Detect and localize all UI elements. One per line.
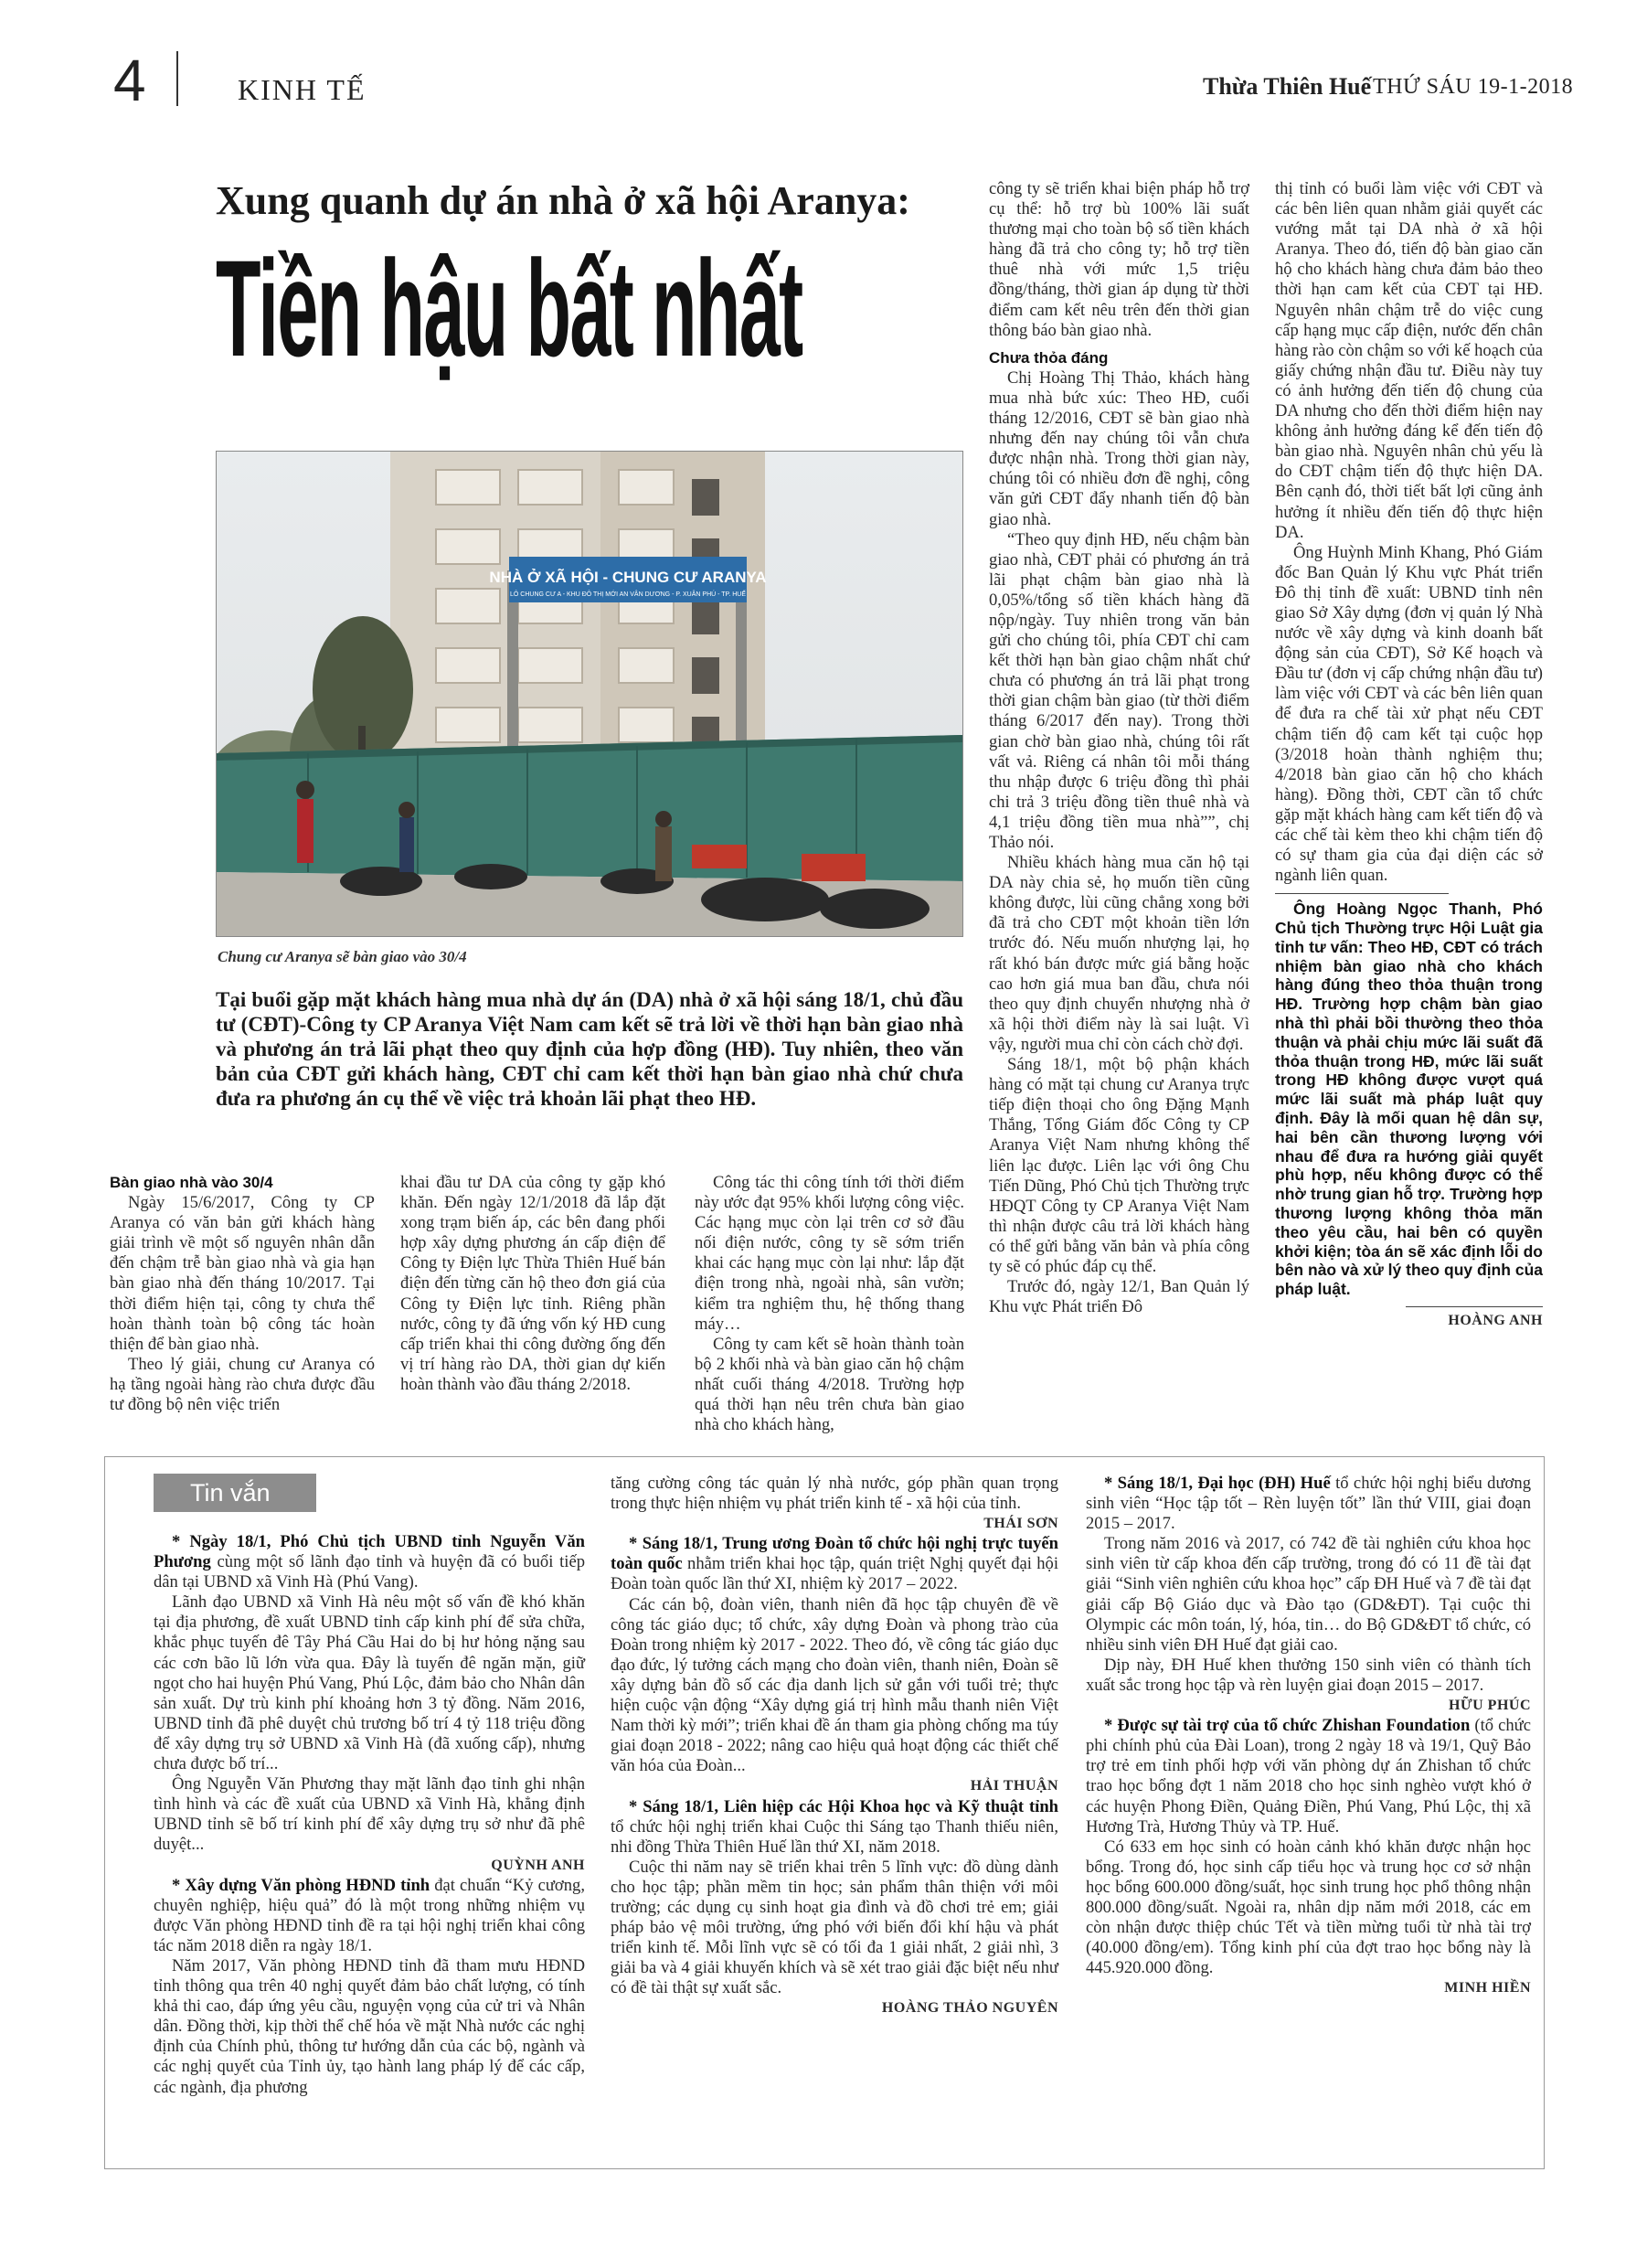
brief-text: (tổ chức phi chính phủ của Đài Loan), trong 2 ngày 18 và 19/1, Quỹ Bảo trợ trẻ em tỉnh phối hợp với văn phòng dự án Zhishan tổ chức trao học bổng đợt 1 năm 2018 cho học sinh nghèo vượt khó ở các huyện Phong Điền, Quảng Điền, Phú Vang, Phú Lộc, thị xã Hương Trà, Hương Thủy và TP. Huế. xyxy=(1086,1716,1531,1837)
brief-paragraph: Lãnh đạo UBND xã Vinh Hà nêu một số vấn đề khó khăn tại địa phương, đề xuất UBND tỉnh cấp kinh phí để sửa chữa, khắc phục tuyến đê Tây Phá Cầu Hai do bị hư hỏng nặng sau các cơn bão lũ lớn vừa qua. Đây là tuyến đê ngăn mặn, giữ ngọt cho hai huyện Phú Vang, Phú Lộc, đảm bảo cho Nhân dân sản xuất. Dự trù kinh phí khoảng hơn 3 tỷ đồng. Năm 2016, UBND tỉnh đã phê duyệt chủ trương bố trí 4 tỷ 118 triệu đồng để xây dựng trụ sở UBND xã Vinh Hà (đã xuống cấp), nhưng chưa được bố trí... xyxy=(154,1592,585,1774)
brief-paragraph: Ông Nguyễn Văn Phương thay mặt lãnh đạo tỉnh ghi nhận tình hình và các đề xuất của UBND xã Vinh Hà, khẳng định UBND tỉnh sẽ bố trí kinh phí để xây dựng trụ sở như đã phê duyệt... xyxy=(154,1774,585,1855)
brief-paragraph: Các cán bộ, đoàn viên, thanh niên đã học tập chuyên đề về công tác giáo dục; tổ chức, xây dựng Đoàn và phong trào của Đoàn trong nhiệm kỳ 2017 - 2022. Theo đó, về công tác giáo dục đạo đức, lý tưởng cách mạng cho đoàn viên, thanh niên, Đoàn sẽ xây dựng bản đồ số các địa danh lịch sử gắn với tuổi trẻ; thực hiện cuộc vận động “Xây dựng giá trị hình mẫu thanh niên Việt Nam thời kỳ mới”; triển khai đề án tham gia phòng chống ma túy giai đoạn 2018 - 2022; nâng cao hiệu quả hoạt động các thiết chế văn hóa của Đoàn... xyxy=(611,1594,1058,1776)
brief-paragraph: Dịp này, ĐH Huế khen thưởng 150 sinh viên có thành tích xuất sắc trong học tập và rèn luyện giai đoạn 2015 – 2017. xyxy=(1086,1655,1531,1695)
divider xyxy=(1275,893,1449,894)
brief-text: đạt chuẩn “Kỷ cương, chuyên nghiệp, hiệu quả” đó là một trong những nhiệm vụ được Văn phòng HĐND tỉnh đề ra tại hội nghị triển khai công tác năm 2018 diễn ra ngày 18/1. xyxy=(154,1875,585,1955)
article-lead: Tại buổi gặp mặt khách hàng mua nhà dự án (DA) nhà ở xã hội sáng 18/1, chủ đầu tư (CĐT)-Công ty CP Aranya Việt Nam cam kết sẽ trả lời về thời hạn bàn giao nhà và phương án trả lãi phạt theo quy định của hợp đồng (HĐ). Tuy nhiên, theo văn bản của CĐT gửi khách hàng, CĐT chỉ cam kết thời hạn bàn giao nhà chứ chưa đưa ra phương án cụ thể về việc trả khoản lãi phạt theo HĐ. xyxy=(216,988,963,1110)
building-photo-svg xyxy=(217,452,962,936)
article-column-4 xyxy=(989,179,1249,1317)
article-column-5 xyxy=(1275,179,1543,1331)
brief-lead: * Sáng 18/1, Liên hiệp các Hội Khoa học và Kỹ thuật tỉnh xyxy=(629,1796,1058,1816)
paragraph: Theo lý giải, chung cư Aranya có hạ tầng ngoài hàng rào chưa được đầu tư đồng bộ nên việc triển xyxy=(110,1354,375,1415)
paragraph: Nhiều khách hàng mua căn hộ tại DA này chia sẻ, họ muốn tiền cũng không được, lùi cũng chẳng xong bởi đã trả cho CĐT một khoản tiền lớn trước đó. Nếu muốn nhượng lại, họ rất khó bán được mức giá bằng hoặc cao hơn giá mua ban đầu, chưa nói theo quy định chuyển nhượng nhà ở xã hội thời điểm này là sai luật. Vì vậy, người mua chỉ còn cách chờ đợi. xyxy=(989,853,1249,1054)
sign-line1: NHÀ Ở XÃ HỘI - CHUNG CƯ ARANYA xyxy=(489,569,767,586)
byline: THÁI SƠN xyxy=(983,1516,1058,1532)
paragraph: Ngày 15/6/2017, Công ty CP Aranya có văn bản gửi khách hàng giải trình về một số nguyên nhân dẫn đến chậm trễ bàn giao nhà và gia hạn bàn giao nhà đến tháng 10/2017. Tại thời điểm hiện tại, công ty chưa thể hoàn thành toàn bộ công tác hoàn thiện để bàn giao nhà. xyxy=(110,1193,375,1354)
paragraph: công ty sẽ triển khai biện pháp hỗ trợ cụ thể: hỗ trợ bù 100% lãi suất thương mại cho toàn bộ số tiền khách hàng đã trả cho công ty; hỗ trợ tiền thuê nhà với mức 1,5 triệu đồng/tháng, thời gian áp dụng từ thời điểm cam kết nêu trên đến thời gian thông báo bàn giao nhà. xyxy=(989,179,1249,340)
paragraph: Chị Hoàng Thị Thảo, khách hàng mua nhà bức xúc: Theo HĐ, cuối tháng 12/2016, CĐT sẽ bàn giao nhà nhưng đến nay chúng tôi vẫn chưa được nhận nhà. Trong thời gian này, chúng tôi có nhiều đơn đề nghị, công văn gửi CĐT đẩy nhanh tiến độ bàn giao nhà. xyxy=(989,367,1249,529)
legal-advice: Ông Hoàng Ngọc Thanh, Phó Chủ tịch Thường trực Hội Luật gia tỉnh tư vấn: Theo HĐ, CĐT có trách nhiệm bàn giao nhà cho khách hàng đúng theo thỏa thuận trong HĐ. Trường hợp chậm bàn giao nhà thì phải bồi thường theo thỏa thuận và phải chịu mức lãi suất đã thỏa thuận trong HĐ, mức lãi suất trong HĐ không được vượt quá mức lãi suất mà pháp luật quy định. Đây là mối quan hệ dân sự, hai bên cần thương lượng với nhau để đưa ra hướng giải quyết phù hợp, nếu không được có thể nhờ trung gian hỗ trợ. Trường hợp thương lượng không thỏa mãn theo yêu cầu, hai bên có quyền khởi kiện; tòa án sẽ xác định lỗi do bên nào và xử lý theo quy định của pháp luật. xyxy=(1275,900,1543,1299)
byline: HOÀNG ANH xyxy=(1448,1313,1543,1329)
paragraph: Công tác thi công tính tới thời điểm này ước đạt 95% khối lượng công việc. Các hạng mục còn lại trên cơ sở đầu nối điện nước, công ty sẽ sớm triển khai các hạng mục còn lại như: lắp đặt điện trong nhà, ngoài nhà, sân vườn; kiểm tra nghiệm thu, hệ thống thang máy… xyxy=(695,1173,964,1334)
brief-lead: * Xây dựng Văn phòng HĐND tỉnh xyxy=(172,1875,430,1895)
brief-paragraph: tăng cường công tác quản lý nhà nước, góp phần quan trọng trong thực hiện nhiệm vụ phát triển kinh tế - xã hội của tỉnh. xyxy=(611,1474,1058,1514)
paragraph: Công ty cam kết sẽ hoàn thành toàn bộ 2 khối nhà và bàn giao căn hộ chậm nhất cuối tháng 4/2018. Trường hợp quá thời hạn nêu trên chưa bàn giao nhà cho khách hàng, xyxy=(695,1334,964,1435)
brief-lead: * Sáng 18/1, Trung ương Đoàn tổ chức hội nghị trực tuyến toàn quốc xyxy=(611,1534,1058,1574)
article-photo xyxy=(216,451,963,937)
paragraph: Ông Huỳnh Minh Khang, Phó Giám đốc Ban Quản lý Khu vực Phát triển Đô thị tỉnh đề xuất: UBND tỉnh nên giao Sở Xây dựng (đơn vị quản lý Nhà nước về xây dựng và kinh doanh bất động sản của CĐT), Sở Kế hoạch và Đầu tư (đơn vị cấp chứng nhận đầu tư) làm việc với CĐT và các bên liên quan để đưa ra chế tài xử phạt nếu CĐT chậm tiến độ cam kết tại cuộc họp (3/2018 hoàn thành nghiệm thu; 4/2018 bàn giao căn hộ cho khách hàng). Đồng thời, CĐT cần tổ chức gặp mặt khách hàng cam kết tiến độ và các chế tài kèm theo khi chậm tiến độ có sự tham gia của đại diện các sở ngành liên quan. xyxy=(1275,542,1543,886)
brief-paragraph xyxy=(611,1534,1058,1594)
paragraph: Trước đó, ngày 12/1, Ban Quản lý Khu vực Phát triển Đô xyxy=(989,1277,1249,1317)
sign-line2: LÔ CHUNG CƯ A - KHU ĐÔ THỊ MỚI AN VÂN DƯƠNG - P. XUÂN PHÚ - TP. HUẾ xyxy=(510,591,746,598)
paragraph: khai đầu tư DA của công ty gặp khó khăn. Đến ngày 12/1/2018 đã lắp đặt xong trạm biến áp, các bên đang phối hợp xây dựng phương án cấp điện để Công ty Điện lực Thừa Thiên Huế bán điện đến từng căn hộ theo đơn giá của Công ty Điện lực tỉnh. Riêng phần nước, công ty đã ứng vốn ký HĐ cung cấp triển khai thi công đường ống đến vị trí hàng rào DA, thời gian dự kiến hoàn thành vào đầu tháng 2/2018. xyxy=(400,1173,665,1394)
article-kicker: Xung quanh dự án nhà ở xã hội Aranya: xyxy=(216,178,910,223)
article-headline xyxy=(216,229,965,411)
brief-text: cùng một số lãnh đạo tỉnh và huyện đã có buổi tiếp dân tại UBND xã Vinh Hà (Phú Vang). xyxy=(154,1552,585,1592)
photo-caption: Chung cư Aranya sẽ bàn giao vào 30/4 xyxy=(218,948,467,965)
headline-text: Tiền hậu bất nhất xyxy=(216,231,802,385)
brief-paragraph xyxy=(154,1532,585,1592)
page-number: 4 xyxy=(113,48,146,113)
brief-paragraph: Có 633 em học sinh có hoàn cảnh khó khăn được nhận học bổng. Trong đó, học sinh cấp tiểu học và trung học cơ sở nhận học bổng 600.000 đồng/suất, học sinh trung học phổ thông nhận 800.000 đồng/suất. Ngoài ra, nhân dịp năm mới 2018, các em còn nhận được thiệp chúc Tết và tiền mừng tuổi từ nhà tài trợ (40.000 đồng/em). Tổng kinh phí của đợt trao học bổng này là 445.920.000 đồng. xyxy=(1086,1837,1531,1978)
article-column-2 xyxy=(400,1173,665,1395)
brief-lead: * Ngày 18/1, Phó Chủ tịch UBND tỉnh Nguyễn Văn Phương xyxy=(154,1532,585,1572)
issue-date: THỨ SÁU 19-1-2018 xyxy=(1373,75,1574,99)
byline: QUỲNH ANH xyxy=(491,1857,585,1873)
paragraph: Sáng 18/1, một bộ phận khách hàng có mặt tại chung cư Aranya trực tiếp điện thoại cho ông Đặng Mạnh Thắng, Tổng Giám đốc Công ty CP Aranya Việt Nam nhưng không thể liên lạc được. Liên lạc với ông Chu Tiến Dũng, Phó Chủ tịch Thường trực HĐQT Công ty CP Aranya Việt Nam thì nhận được câu trả lời khách hàng có thể gửi bằng văn bản và phía công ty sẽ có phúc đáp cụ thể. xyxy=(989,1055,1249,1276)
byline: HOÀNG THẢO NGUYÊN xyxy=(881,2000,1058,2017)
briefs-column-2 xyxy=(611,1474,1058,2019)
brief-text: nhằm triển khai học tập, quán triệt Nghị quyết đại hội Đoàn toàn quốc lần thứ XI, nhiệm kỳ 2017 – 2022. xyxy=(611,1554,1059,1594)
brief-paragraph xyxy=(154,1876,585,1956)
brief-paragraph xyxy=(1086,1716,1531,1837)
brief-paragraph: Năm 2017, Văn phòng HĐND tỉnh đã tham mưu HĐND tỉnh thông qua trên 40 nghị quyết đảm bảo chất lượng, có tính khả thi cao, đáp ứng yêu cầu, nguyện vọng của cử tri và Nhân dân. Đồng thời, kịp thời thể chế hóa về mặt Nhà nước các nghị định của Chính phủ, thông tư hướng dẫn của các bộ, ngành và các nghị quyết của Tỉnh ủy, tạo hành lang pháp lý để các cấp, các ngành, địa phương xyxy=(154,1955,585,2097)
byline: HỮU PHÚC xyxy=(1448,1698,1531,1714)
article-column-1 xyxy=(110,1173,375,1415)
brief-paragraph: Cuộc thi năm nay sẽ triển khai trên 5 lĩnh vực: đồ dùng dành cho học tập; phần mềm tin học; sản phẩm thân thiện với môi trường; các dụng cụ sinh hoạt gia đình và đồ chơi trẻ em; giải pháp bảo vệ môi trường, ứng phó với biến đổi khí hậu và phát triển kinh tế. Mỗi lĩnh vực sẽ có tối đa 1 giải nhất, 2 giải nhì, 3 giải ba và 4 giải khuyến khích và sẽ xét trao giải đặc biệt nếu như có đề tài thật sự xuất sắc. xyxy=(611,1857,1058,1998)
header-divider xyxy=(176,51,178,106)
divider xyxy=(1406,1306,1543,1307)
paragraph: “Theo quy định HĐ, nếu chậm bàn giao nhà, CĐT phải có phương án trả lãi phạt chậm bàn giao nhà là 0,05%/tổng số tiền khách hàng đã nộp/ngày. Tuy nhiên trong văn bản gửi cho chúng tôi, phía CĐT chỉ cam kết thời hạn bàn giao chậm nhất chứ chưa có phương án trả lãi phạt trong thời gian chậm bàn giao (từ thời điểm tháng 6/2017 đến nay). Trong thời gian chờ bàn giao nhà, chúng tôi rất vất vả. Riêng cá nhân tôi mỗi tháng thu nhập được 6 triệu đồng thì phải chi trả 3 triệu đồng tiền thuê nhà và 4,1 triệu đồng tiền mua nhà””, chị Thảo nói. xyxy=(989,529,1249,852)
brief-lead: * Sáng 18/1, Đại học (ĐH) Huế xyxy=(1104,1474,1331,1493)
briefs-title-text: Tin vắn xyxy=(190,1479,271,1507)
briefs-column-3 xyxy=(1086,1474,1531,1998)
brief-lead: * Được sự tài trợ của tổ chức Zhishan Foundation xyxy=(1104,1716,1471,1736)
brief-text: tổ chức hội nghị triển khai Cuộc thi Sáng tạo Thanh thiếu niên, nhi đồng Thừa Thiên Huế lần thứ XI, năm 2018. xyxy=(611,1816,1058,1857)
section-label: KINH TẾ xyxy=(238,73,367,106)
paragraph: thị tỉnh có buổi làm việc với CĐT và các bên liên quan nhằm giải quyết các vướng mắt tại DA nhà ở xã hội Aranya. Theo đó, tiến độ bàn giao căn hộ cho khách hàng chưa đảm bảo theo thời hạn cam kết của CĐT tại HĐ. Nguyên nhân chậm trễ do việc cung cấp hạng mục cấp điện, nước đến chân hàng rào còn chậm so với kế hoạch của giấy chứng nhận đầu tư. Điều này tuy có ảnh hưởng đến tiến độ chung của DA nhưng cho đến thời điểm hiện nay không ảnh hưởng đáng kể đến tiến độ bàn giao nhà. Nguyên nhân chủ yếu là do CĐT chậm tiến độ thực hiện DA. Bên cạnh đó, thời tiết bất lợi cũng ảnh hưởng ít nhiều đến tiến độ thực hiện DA. xyxy=(1275,179,1543,542)
subhead-handover: Bàn giao nhà vào 30/4 xyxy=(110,1174,273,1191)
briefs-column-1 xyxy=(154,1532,585,2098)
byline: HẢI THUẬN xyxy=(970,1778,1058,1794)
brief-text: tổ chức hội nghị biểu dương sinh viên “Học tập tốt – Rèn luyện tốt” lần thứ VIII, giai đoạn 2015 – 2017. xyxy=(1086,1474,1531,1534)
subhead-unsatisfactory: Chưa thỏa đáng xyxy=(989,348,1109,367)
brief-paragraph xyxy=(611,1797,1058,1858)
article-column-3 xyxy=(695,1173,964,1435)
byline: MINH HIỀN xyxy=(1444,1980,1531,1996)
paper-name: Thừa Thiên Huế xyxy=(1203,73,1372,100)
briefs-title xyxy=(154,1474,316,1512)
brief-paragraph: Trong năm 2016 và 2017, có 742 đề tài nghiên cứu khoa học sinh viên từ cấp khoa đến cấp trường, trong đó có 11 đề tài đạt giải “Sinh viên nghiên cứu khoa học” cấp ĐH Huế và 7 đề tài đạt giải cấp Bộ Giáo dục và Đào tạo (GD&ĐT). Tại cuộc thi Olympic các môn toán, lý, hóa, tin… do Bộ GD&ĐT tổ chức, có nhiều sinh viên ĐH Huế đạt giải cao. xyxy=(1086,1534,1531,1655)
brief-paragraph xyxy=(1086,1474,1531,1534)
